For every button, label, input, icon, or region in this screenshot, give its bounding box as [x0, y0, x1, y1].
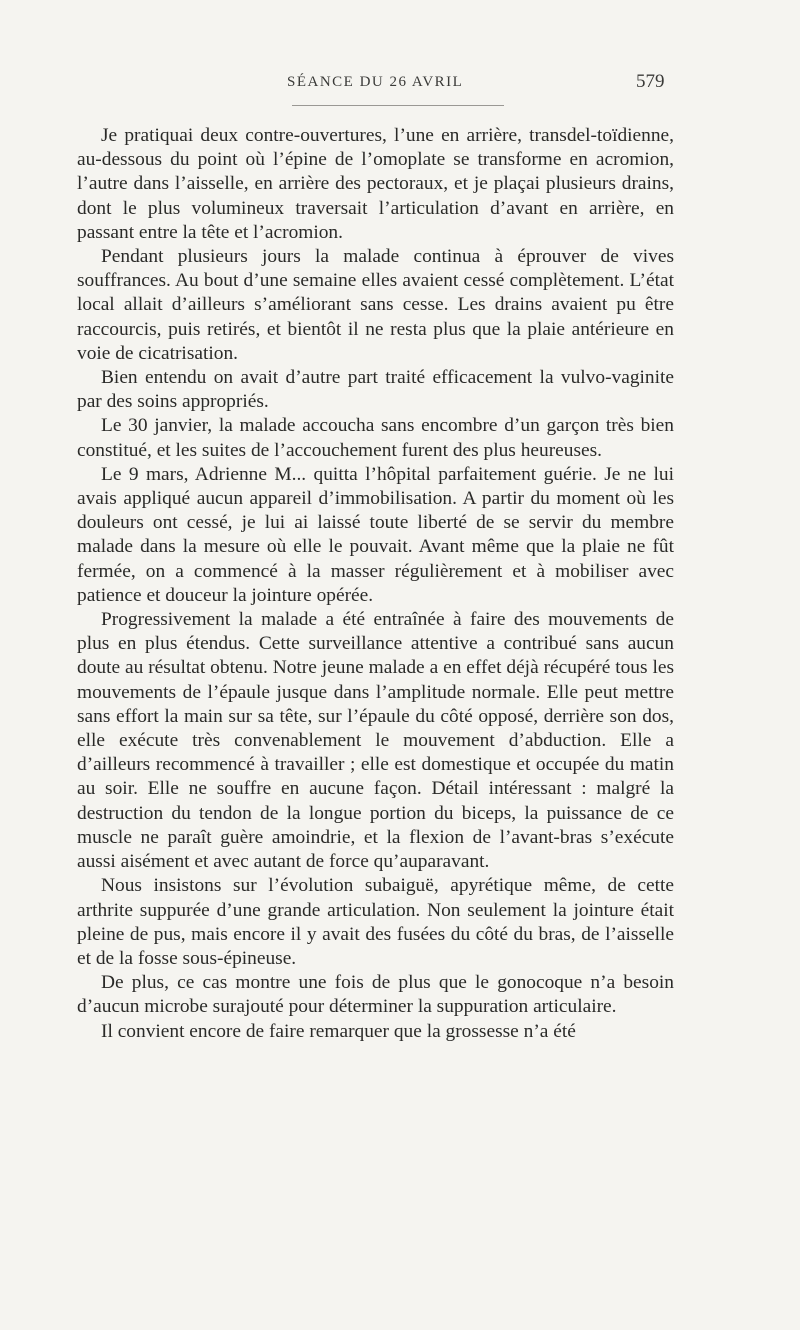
- paragraph: Pendant plusieurs jours la malade continua à éprouver de vives souffrances. Au bout d’une semaine elles avaient cessé complètement. L’état local allait d’ailleurs s’améliorant sans cesse. Les drains avaient pu être raccourcis, puis retirés, et bientôt il ne resta plus que la plaie antérieure en voie de cicatrisation.: [77, 246, 674, 364]
- paragraph: Le 30 janvier, la malade accoucha sans encombre d’un garçon très bien constitué, et les suites de l’accouchement furent des plus heureuses.: [77, 415, 674, 461]
- paragraph: Nous insistons sur l’évolution subaiguë, apyrétique même, de cette arthrite suppurée d’une grande articulation. Non seulement la jointure était pleine de pus, mais encore il y avait des fusées du côté du bras, de l’aisselle et de la fosse sous-épineuse.: [77, 875, 674, 969]
- paragraph: Bien entendu on avait d’autre part traité efficacement la vulvo-vaginite par des soins appropriés.: [77, 367, 674, 413]
- body-text: [77, 124, 674, 1044]
- running-title: SÉANCE DU 26 AVRIL: [287, 74, 464, 90]
- page-header: [0, 71, 800, 100]
- header-rule: [292, 105, 504, 106]
- paragraph: Il convient encore de faire remarquer que la grossesse n’a été: [101, 1020, 576, 1042]
- paragraph: Le 9 mars, Adrienne M... quitta l’hôpital parfaitement guérie. Je ne lui avais appliqué aucun appareil d’immobilisation. A partir du moment où les douleurs ont cessé, je lui ai laissé toute liberté de se servir du membre malade dans la mesure où elle le pouvait. Avant même que la plaie ne fût fermée, on a commencé à la masser régulièrement et à mobiliser avec patience et douceur la jointure opérée.: [77, 463, 674, 606]
- paragraph: Progressivement la malade a été entraînée à faire des mouvements de plus en plus étendus. Cette surveillance attentive a contribué sans aucun doute au résultat obtenu. Notre jeune malade a en effet déjà récupéré tous les mouvements de l’épaule jusque dans l’amplitude normale. Elle peut mettre sans effort la main sur sa tête, sur l’épaule du côté opposé, derrière son dos, elle exécute très convenablement le mouvement d’abduction. Elle a d’ailleurs recommencé à travailler ; elle est domestique et occupée du matin au soir. Elle ne souffre en aucune façon. Détail intéressant : malgré la destruction du tendon de la longue portion du biceps, la puissance de ce muscle ne paraît guère amoindrie, et la flexion de l’avant-bras s’exécute aussi aisément et avec autant de force qu’auparavant.: [77, 609, 674, 873]
- paragraph: Je pratiquai deux contre-ouvertures, l’une en arrière, transdel-toïdienne, au-dessous du point où l’épine de l’omoplate se transforme en acromion, l’autre dans l’aisselle, en arrière des pectoraux, et je plaçai plusieurs drains, dont le plus volumineux traversait l’articulation d’avant en arrière, en passant entre la tête et l’acromion.: [77, 125, 674, 243]
- page-number: 579: [636, 71, 665, 92]
- paragraph: De plus, ce cas montre une fois de plus que le gonocoque n’a besoin d’aucun microbe surajouté pour déterminer la suppuration articulaire.: [77, 972, 674, 1018]
